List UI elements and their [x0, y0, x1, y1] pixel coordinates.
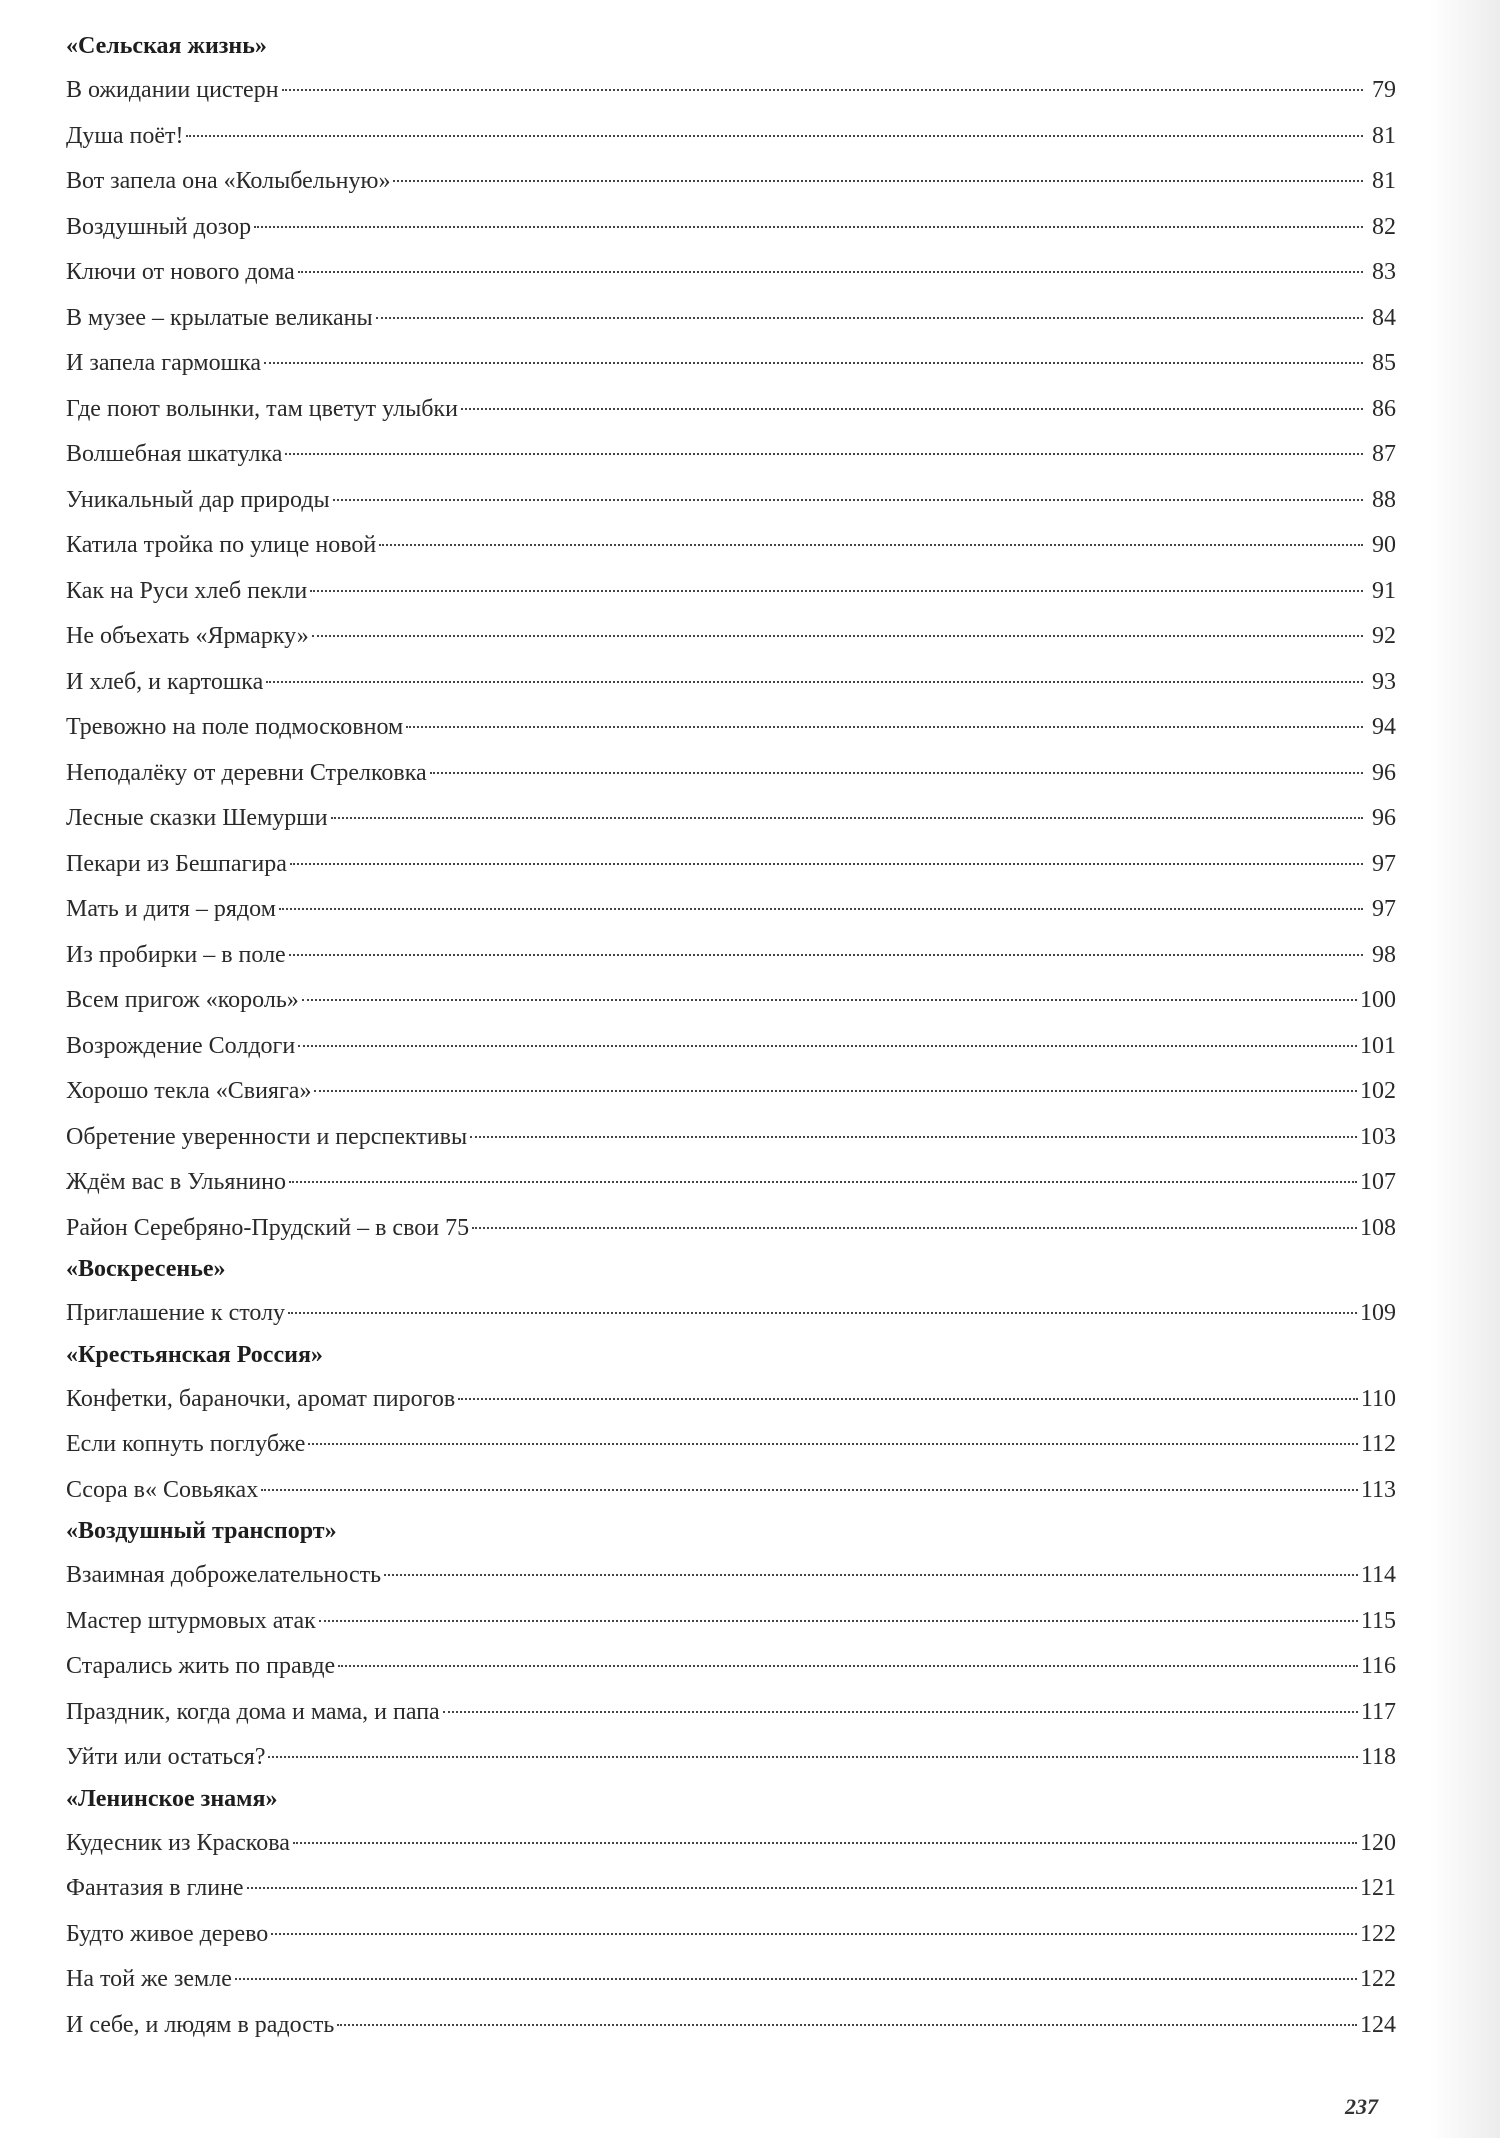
entry-page-number: 93 [1372, 668, 1396, 695]
toc-entry[interactable] [66, 796, 1396, 842]
dot-leader [393, 180, 1363, 182]
toc-entry[interactable] [66, 1291, 1396, 1337]
dot-leader [279, 908, 1363, 910]
section-heading: «Ленинское знамя» [66, 1785, 278, 1812]
entry-title: Кудесник из Краскова [66, 1829, 290, 1856]
entry-page-number: 81 [1372, 122, 1396, 149]
toc-entry[interactable] [66, 432, 1396, 478]
toc-entry[interactable] [66, 159, 1396, 205]
entry-page-number: 108 [1360, 1214, 1396, 1241]
dot-leader [235, 1978, 1357, 1980]
entry-title: И запела гармошка [66, 350, 262, 376]
entry-page-number: 88 [1372, 486, 1396, 513]
entry-page-number: 117 [1360, 1698, 1396, 1725]
dot-leader [376, 317, 1363, 319]
toc-entry[interactable] [66, 1206, 1396, 1252]
entry-page-number: 97 [1372, 850, 1396, 877]
toc-entry[interactable] [66, 1377, 1396, 1423]
entry-title: Приглашение к столу [66, 1300, 286, 1326]
toc-entry[interactable] [66, 1912, 1396, 1958]
dot-leader [266, 681, 1363, 683]
entry-page-number: 107 [1360, 1169, 1396, 1195]
entry-title: Вот запела она «Колыбельную» [66, 168, 391, 194]
entry-title: Катила тройка по улице новой [66, 532, 377, 558]
entry-title: Где поют волынки, там цветут улыбки [66, 395, 458, 422]
toc-section [66, 28, 1396, 1251]
entry-page-number: 109 [1360, 1300, 1396, 1326]
entry-title: Тревожно на поле подмосковном [66, 714, 404, 740]
entry-title: Мастер штурмовых атак [66, 1607, 316, 1634]
dot-leader [289, 1181, 1357, 1183]
toc-entry[interactable] [66, 1553, 1396, 1599]
entry-page-number: 83 [1372, 259, 1396, 285]
dot-leader [289, 954, 1363, 956]
entry-title: На той же земле [66, 1966, 232, 1992]
entry-page-number: 96 [1372, 759, 1396, 786]
dot-leader [308, 1443, 1358, 1445]
entry-title: Волшебная шкатулка [66, 441, 283, 467]
entry-page-number: 110 [1360, 1385, 1396, 1412]
entry-title: Взаимная доброжелательность [66, 1562, 382, 1588]
entry-title: Конфетки, бараночки, аромат пирогов [66, 1385, 456, 1412]
section-entries [66, 68, 1396, 1251]
dot-leader [331, 817, 1363, 819]
toc-entry[interactable] [66, 1957, 1396, 2003]
entry-page-number: 94 [1372, 714, 1396, 740]
entry-page-number: 92 [1372, 623, 1396, 649]
toc-entry[interactable] [66, 842, 1396, 888]
dot-leader [271, 1933, 1357, 1935]
toc-entry[interactable] [66, 1422, 1396, 1468]
toc-entry[interactable] [66, 1024, 1396, 1070]
dot-leader [247, 1887, 1357, 1889]
dot-leader [470, 1136, 1357, 1138]
toc-entry[interactable] [66, 933, 1396, 979]
entry-title: И хлеб, и картошка [66, 668, 264, 695]
entry-title: В ожидании цистерн [66, 77, 279, 103]
entry-title: В музее – крылатые великаны [66, 304, 373, 331]
toc-entry[interactable] [66, 1468, 1396, 1514]
entry-page-number: 101 [1360, 1032, 1396, 1059]
toc-entry[interactable] [66, 569, 1396, 615]
toc-entry[interactable] [66, 751, 1396, 797]
entry-title: Ждём вас в Ульянино [66, 1169, 286, 1195]
entry-page-number: 97 [1372, 896, 1396, 922]
dot-leader [282, 89, 1363, 91]
toc-entry[interactable] [66, 1821, 1396, 1867]
entry-page-number: 98 [1372, 941, 1396, 968]
entry-title: Уникальный дар природы [66, 486, 330, 513]
section-heading: «Воздушный транспорт» [66, 1518, 337, 1544]
section-entries [66, 1821, 1396, 2049]
entry-page-number: 82 [1372, 213, 1396, 240]
toc-entry[interactable] [66, 887, 1396, 933]
entry-page-number: 96 [1372, 805, 1396, 831]
entry-title: Фантазия в глине [66, 1875, 244, 1901]
toc-entry[interactable] [66, 1735, 1396, 1781]
entry-page-number: 100 [1360, 987, 1396, 1013]
entry-page-number: 90 [1372, 532, 1396, 558]
entry-page-number: 121 [1360, 1875, 1396, 1901]
toc-section [66, 1337, 1396, 1514]
entry-page-number: 86 [1372, 395, 1396, 422]
dot-leader [458, 1398, 1358, 1400]
toc-entry[interactable] [66, 478, 1396, 524]
entry-title: Старались жить по правде [66, 1653, 336, 1679]
entry-page-number: 120 [1360, 1829, 1396, 1856]
entry-title: Обретение уверенности и перспективы [66, 1123, 468, 1150]
toc-entry[interactable] [66, 1160, 1396, 1206]
dot-leader [406, 726, 1363, 728]
toc-entry[interactable] [66, 250, 1396, 296]
table-of-contents [66, 28, 1396, 2048]
toc-entry[interactable] [66, 1069, 1396, 1115]
entry-page-number: 85 [1372, 350, 1396, 376]
dot-leader [461, 408, 1363, 410]
entry-title: Лесные сказки Шемурши [66, 805, 328, 831]
toc-entry[interactable] [66, 1644, 1396, 1690]
entry-page-number: 122 [1360, 1920, 1396, 1947]
entry-page-number: 84 [1372, 304, 1396, 331]
entry-page-number: 114 [1360, 1562, 1396, 1588]
dot-leader [314, 1090, 1357, 1092]
entry-page-number: 113 [1360, 1476, 1396, 1503]
dot-leader [268, 1756, 1357, 1758]
dot-leader [254, 226, 1363, 228]
section-entries [66, 1291, 1396, 1337]
entry-title: Праздник, когда дома и мама, и папа [66, 1698, 440, 1725]
entry-title: Пекари из Бешпагира [66, 850, 287, 877]
toc-entry[interactable] [66, 341, 1396, 387]
dot-leader [288, 1312, 1357, 1314]
section-entries [66, 1553, 1396, 1781]
entry-title: Душа поёт! [66, 122, 184, 149]
dot-leader [333, 499, 1363, 501]
toc-section [66, 1781, 1396, 2049]
dot-leader [298, 1045, 1357, 1047]
entry-title: Всем пригож «король» [66, 987, 299, 1013]
toc-entry[interactable] [66, 1115, 1396, 1161]
dot-leader [384, 1574, 1358, 1576]
dot-leader [290, 863, 1363, 865]
dot-leader [293, 1842, 1357, 1844]
toc-entry[interactable] [66, 660, 1396, 706]
entry-title: Из пробирки – в поле [66, 941, 286, 968]
section-heading: «Сельская жизнь» [66, 33, 267, 59]
dot-leader [443, 1711, 1358, 1713]
entry-title: И себе, и людям в радость [66, 2011, 335, 2038]
entry-title: Уйти или остаться? [66, 1744, 266, 1770]
dot-leader [472, 1227, 1357, 1229]
toc-entry[interactable] [66, 1690, 1396, 1736]
toc-entry[interactable] [66, 705, 1396, 751]
page-number: 237 [1345, 2094, 1378, 2119]
toc-entry[interactable] [66, 68, 1396, 114]
dot-leader [302, 999, 1357, 1001]
section-entries [66, 1377, 1396, 1514]
toc-entry[interactable] [66, 205, 1396, 251]
toc-entry[interactable] [66, 1866, 1396, 1912]
dot-leader [186, 135, 1363, 137]
dot-leader [261, 1489, 1358, 1491]
dot-leader [379, 544, 1363, 546]
entry-title: Хорошо текла «Свияга» [66, 1078, 312, 1104]
entry-title: Мать и дитя – рядом [66, 896, 276, 922]
entry-title: Ссора в« Совьяках [66, 1476, 259, 1503]
dot-leader [319, 1620, 1358, 1622]
dot-leader [310, 590, 1363, 592]
dot-leader [338, 1665, 1358, 1667]
entry-page-number: 122 [1360, 1966, 1396, 1992]
entry-page-number: 124 [1360, 2011, 1396, 2038]
entry-page-number: 116 [1360, 1653, 1396, 1679]
toc-entry[interactable] [66, 2003, 1396, 2049]
entry-page-number: 102 [1360, 1078, 1396, 1104]
entry-title: Неподалёку от деревни Стрелковка [66, 759, 427, 786]
entry-page-number: 81 [1372, 168, 1396, 194]
toc-entry[interactable] [66, 387, 1396, 433]
toc-section [66, 1251, 1396, 1337]
dot-leader [337, 2024, 1357, 2026]
section-heading: «Крестьянская Россия» [66, 1341, 323, 1368]
entry-title: Ключи от нового дома [66, 259, 295, 285]
toc-entry[interactable] [66, 296, 1396, 342]
entry-page-number: 118 [1360, 1744, 1396, 1770]
entry-title: Воздушный дозор [66, 213, 252, 240]
toc-entry[interactable] [66, 978, 1396, 1024]
section-heading: «Воскресенье» [66, 1256, 226, 1282]
entry-page-number: 115 [1360, 1607, 1396, 1634]
dot-leader [285, 453, 1363, 455]
entry-page-number: 79 [1372, 77, 1396, 103]
entry-title: Как на Руси хлеб пекли [66, 577, 308, 604]
entry-title: Не объехать «Ярмарку» [66, 623, 309, 649]
entry-page-number: 91 [1372, 577, 1396, 604]
dot-leader [264, 362, 1363, 364]
entry-title: Район Серебряно-Прудский – в свои 75 [66, 1214, 470, 1241]
entry-page-number: 87 [1372, 441, 1396, 467]
entry-title: Будто живое дерево [66, 1920, 269, 1947]
page-edge-shadow [1430, 0, 1500, 2138]
dot-leader [312, 635, 1363, 637]
entry-title: Возрождение Солдоги [66, 1032, 296, 1059]
entry-title: Если копнуть поглубже [66, 1431, 306, 1457]
toc-entry[interactable] [66, 523, 1396, 569]
entry-page-number: 112 [1360, 1431, 1396, 1457]
toc-entry[interactable] [66, 614, 1396, 660]
toc-section [66, 1513, 1396, 1781]
entry-page-number: 103 [1360, 1123, 1396, 1150]
dot-leader [430, 772, 1363, 774]
toc-entry[interactable] [66, 114, 1396, 160]
toc-entry[interactable] [66, 1599, 1396, 1645]
dot-leader [298, 271, 1363, 273]
